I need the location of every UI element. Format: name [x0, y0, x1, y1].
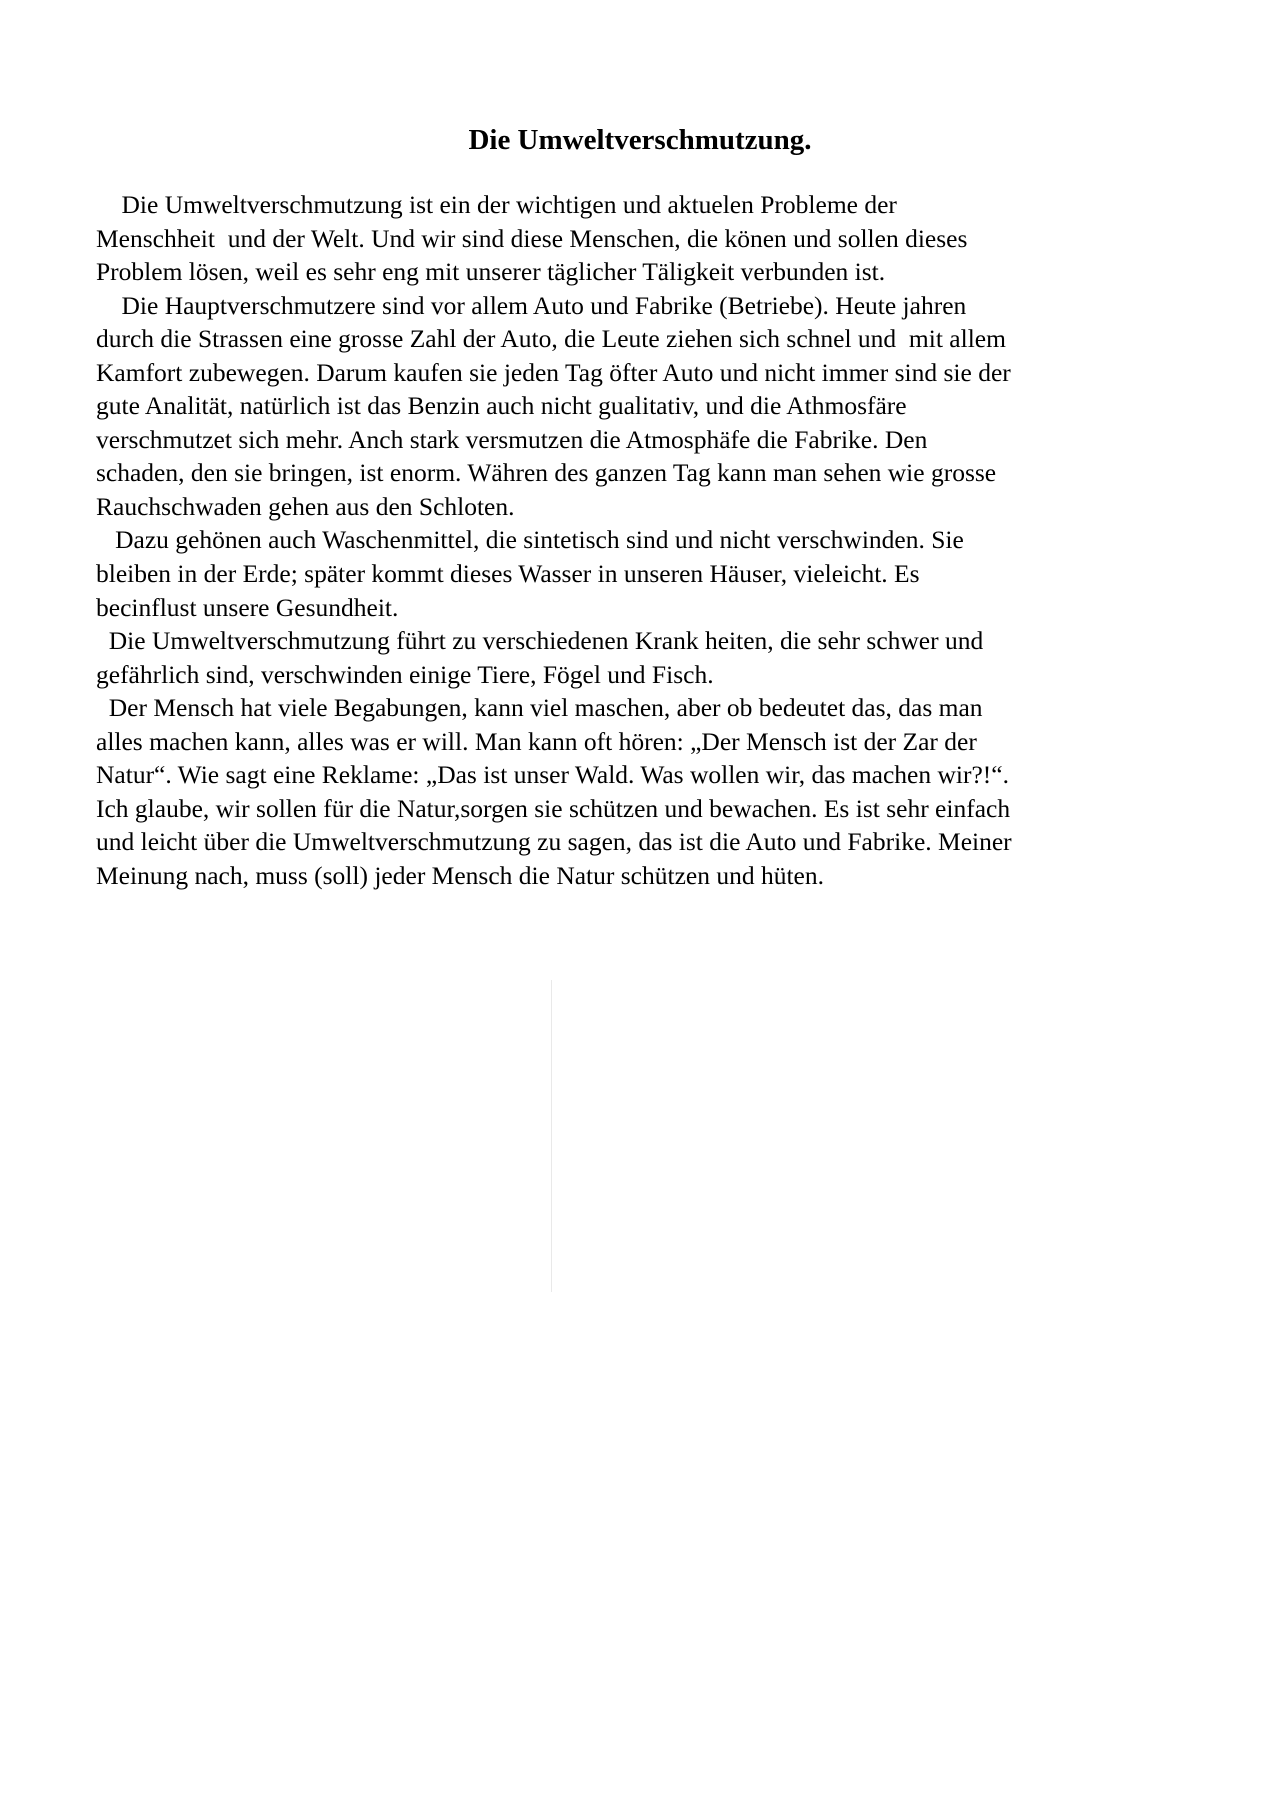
text-line: durch die Strassen eine grosse Zahl der Auto, die Leute ziehen sich schnel und mit allem	[96, 324, 1006, 354]
text-line: gefährlich sind, verschwinden einige Tiere, Fögel und Fisch.	[96, 659, 714, 689]
text-line: gute Analität, natürlich ist das Benzin auch nicht gualitativ, und die Athmosfäre	[96, 391, 907, 421]
text-line: und leicht über die Umweltverschmutzung zu sagen, das ist die Auto und Fabrike. Meiner	[96, 827, 1012, 857]
text-line: schaden, den sie bringen, ist enorm. Währen des ganzen Tag kann man sehen wie grosse	[96, 458, 997, 488]
text-line: Die Hauptverschmutzere sind vor allem Auto und Fabrike (Betriebe). Heute jahren	[96, 290, 967, 320]
text-line: Natur“. Wie sagt eine Reklame: „Das ist unser Wald. Was wollen wir, das machen wir?!“.	[96, 760, 1009, 790]
document-title: Die Umweltverschmutzung.	[468, 124, 812, 156]
text-line: Die Umweltverschmutzung führt zu verschiedenen Krank heiten, die sehr schwer und	[96, 626, 984, 656]
text-line: Ich glaube, wir sollen für die Natur,sorgen sie schützen und bewachen. Es ist sehr einfach	[96, 793, 1011, 823]
text-line: verschmutzet sich mehr. Anch stark versmutzen die Atmosphäfe die Fabrike. Den	[96, 424, 928, 454]
text-line: Die Umweltverschmutzung ist ein der wichtigen und aktuelen Probleme der	[96, 190, 897, 219]
text-line: Problem lösen, weil es sehr eng mit unserer täglicher Täligkeit verbunden ist.	[96, 257, 886, 287]
text-line: Der Mensch hat viele Begabungen, kann viel maschen, aber ob bedeutet das, das man	[96, 693, 983, 723]
text-line: Kamfort zubewegen. Darum kaufen sie jeden Tag öfter Auto und nicht immer sind sie der	[96, 357, 1011, 387]
text-line: Rauchschwaden gehen aus den Schloten.	[96, 491, 515, 521]
text-line: Menschheit und der Welt. Und wir sind diese Menschen, die könen und sollen dieses	[96, 223, 968, 253]
document-body	[96, 188, 1206, 892]
faint-vertical-divider	[551, 980, 552, 1292]
text-line: alles machen kann, alles was er will. Man kann oft hören: „Der Mensch ist der Zar der	[96, 726, 977, 756]
text-line: Meinung nach, muss (soll) jeder Mensch die Natur schützen und hüten.	[96, 860, 824, 890]
text-line: Dazu gehönen auch Waschenmittel, die sintetisch sind und nicht verschwinden. Sie	[96, 525, 964, 555]
text-line: becinflust unsere Gesundheit.	[96, 592, 399, 622]
text-line: bleiben in der Erde; später kommt dieses Wasser in unseren Häuser, vieleicht. Es	[96, 559, 920, 589]
